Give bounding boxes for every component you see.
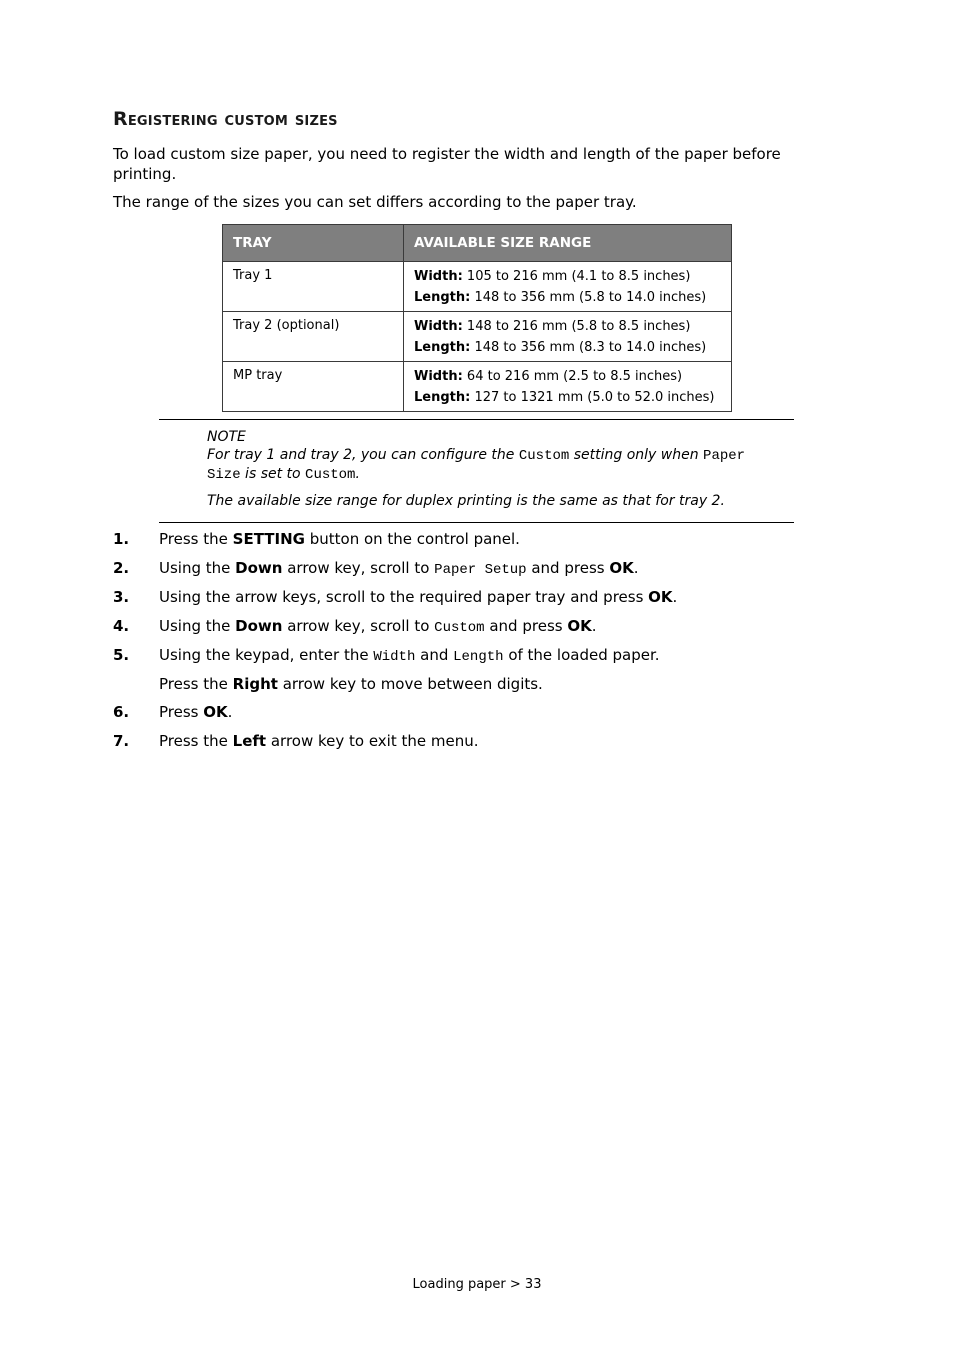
page-footer: Loading paper > 33 [412,1277,542,1292]
step-text: Press OK. [159,703,233,721]
step-number: 2. [113,559,130,577]
column-header-tray: TRAY [223,225,404,262]
step-text: Using the Down arrow key, scroll to Paper Setup and press OK. [159,559,639,578]
step-item [113,702,853,731]
length-label: Length: [414,389,471,405]
width-label: Width: [414,319,463,334]
step-text: Press the Left arrow key to exit the menu. [159,732,479,750]
step-subitem [113,674,853,702]
step-text: Using the keypad, enter the Width and Length of the loaded paper. [159,646,660,665]
code-custom: Custom [434,620,485,636]
step-number: 7. [113,732,130,750]
step-text: Press the Right arrow key to move between digits. [159,675,543,693]
intro-paragraph: The range of the sizes you can set differs according to the paper tray. [113,193,637,211]
step-item [113,587,853,616]
code-custom: Custom [518,448,570,464]
step-number: 4. [113,617,130,635]
length-range: 148 to 356 mm (8.3 to 14.0 inches) [474,339,707,355]
width-range: 105 to 216 mm (4.1 to 8.5 inches) [466,269,691,284]
step-item [113,731,853,760]
intro-paragraph: To load custom size paper, you need to register the width and length of the paper before printing. [113,145,781,183]
procedure-steps [113,529,853,760]
step-item [113,558,853,587]
size-range-cell [404,262,732,312]
code-width: Width [373,649,416,665]
code-custom: Custom [305,467,356,483]
length-range: 148 to 356 mm (5.8 to 14.0 inches) [474,289,707,305]
code-paper-setup: Paper Setup [434,562,527,578]
code-length: Length [453,649,504,665]
table-header-row [223,225,732,262]
tray-cell: MP tray [223,362,404,412]
step-item [113,645,853,674]
step-number: 5. [113,646,130,664]
size-range-table [222,224,732,412]
length-label: Length: [414,339,471,355]
tray-cell: Tray 2 (optional) [223,312,404,362]
width-label: Width: [414,369,463,384]
width-range: 64 to 216 mm (2.5 to 8.5 inches) [466,369,683,384]
section-heading: Registering custom sizes [113,108,338,130]
tray-cell: Tray 1 [223,262,404,312]
note-line: The available size range for duplex printing is the same as that for tray 2. [207,493,725,509]
length-label: Length: [414,289,471,305]
note-label: NOTE [207,429,246,445]
step-text: Using the arrow keys, scroll to the required paper tray and press OK. [159,588,678,606]
step-number: 3. [113,588,130,606]
step-number: 1. [113,530,130,548]
step-item [113,529,853,558]
step-text: Using the Down arrow key, scroll to Custom and press OK. [159,617,597,636]
note-line: For tray 1 and tray 2, you can configure the Custom setting only when Paper Size is set to Custom. [207,447,746,483]
width-range: 148 to 216 mm (5.8 to 8.5 inches) [466,319,691,334]
table-row [223,362,732,412]
column-header-size-range: AVAILABLE SIZE RANGE [404,225,732,262]
step-text: Press the SETTING button on the control panel. [159,530,520,548]
step-item [113,616,853,645]
table-row [223,262,732,312]
size-range-cell [404,362,732,412]
size-range-cell [404,312,732,362]
note-divider-top [159,419,794,420]
note-box [207,428,787,510]
step-number: 6. [113,703,130,721]
code-paper-size: Paper Size [207,448,746,483]
note-divider-bottom [159,522,794,523]
table-row [223,312,732,362]
width-label: Width: [414,269,463,284]
length-range: 127 to 1321 mm (5.0 to 52.0 inches) [474,389,715,405]
